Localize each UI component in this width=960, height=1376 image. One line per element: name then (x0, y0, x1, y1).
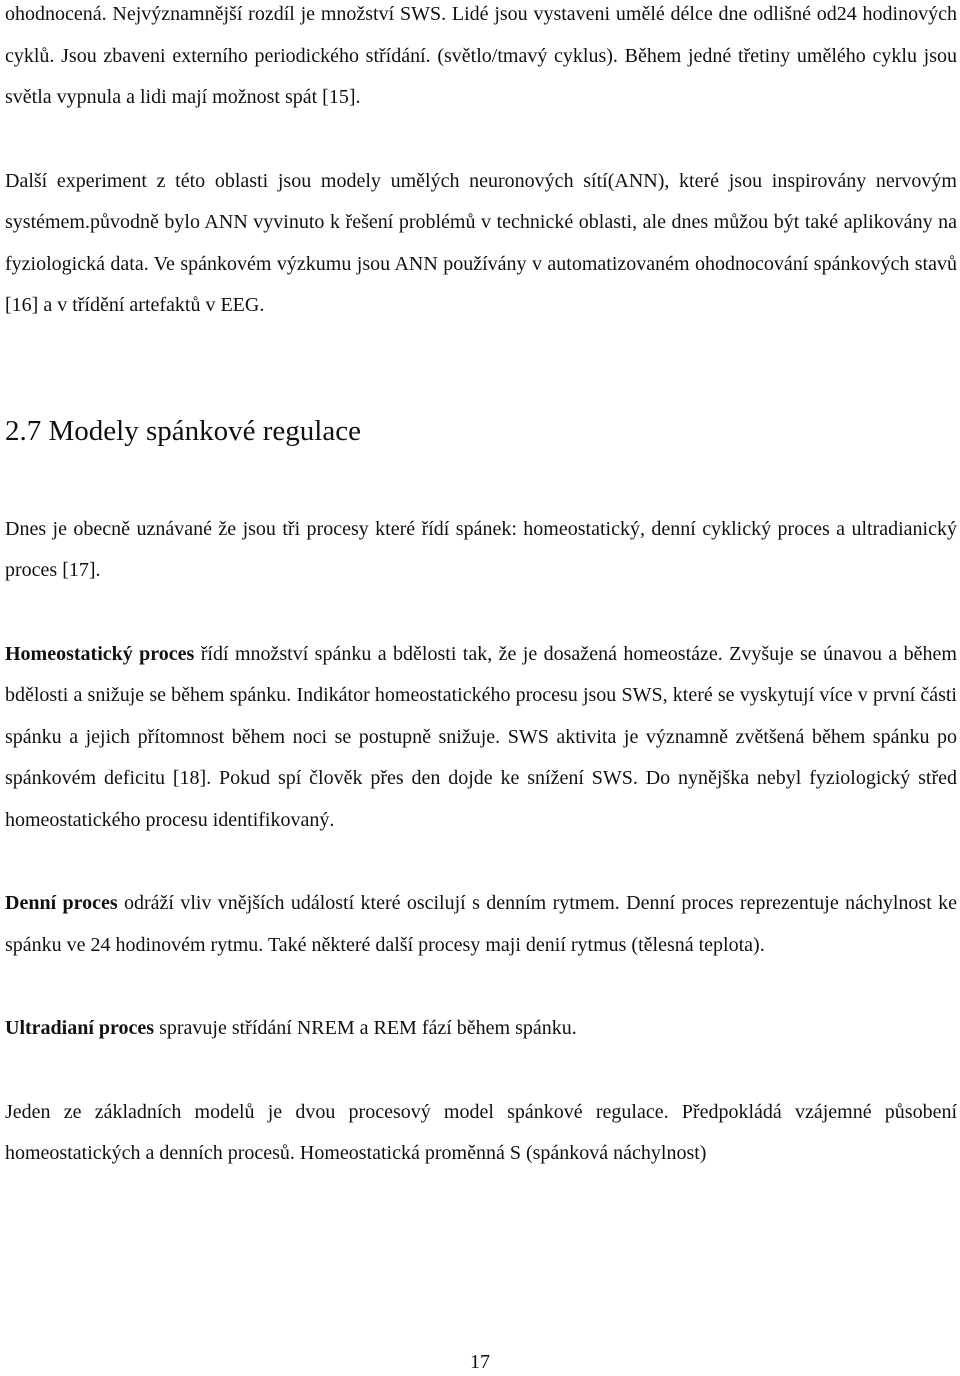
paragraph-daily-process (5, 883, 957, 966)
document-page (5, 0, 957, 1175)
paragraph-homeostatic-process (5, 634, 957, 842)
paragraph-neural-networks: Další experiment z této oblasti jsou modely umělých neuronových sítí(ANN), které jsou inspirovány nervovým systémem.původně bylo ANN vyvinuto k řešení problémů v technické oblasti, ale dnes můžou být také aplikovány na fyziologická data. Ve spánkovém výzkumu jsou ANN používány v automatizovaném ohodnocování spánkových stavů [16] a v třídění artefaktů v EEG. (5, 169, 957, 316)
term-homeostatic-process: Homeostatický proces (5, 642, 195, 665)
paragraph-three-processes: Dnes je obecně uznávané že jsou tři procesy které řídí spánek: homeostatický, denní cyklický proces a ultradianický proces [17]. (5, 517, 957, 581)
term-daily-process: Denní proces (5, 892, 118, 914)
paragraph-ultradian-process (5, 1008, 957, 1050)
paragraph-artificial-day: ohodnocená. Nejvýznamnější rozdíl je množství SWS. Lidé jsou vystaveni umělé délce dne odlišné od24 hodinových cyklů. Jsou zbaveni externího periodického střídání. (světlo/tmavý cyklus). Během jedné třetiny umělého cyklu jsou světla vypnula a lidi mají možnost spát [15]. (5, 3, 957, 108)
daily-description: odráží vliv vnějších událostí které oscilují s denním rytmem. Denní proces reprezentuje náchylnost ke spánku ve 24 hodinovém rytmu. Také některé další procesy maji denií rytmus (tělesná teplota). (5, 892, 957, 956)
section-heading: 2.7 Modely spánkové regulace (5, 414, 361, 447)
ultradian-description: spravuje střídání NREM a REM fází během spánku. (154, 1017, 577, 1039)
page-number: 17 (470, 1351, 490, 1373)
term-ultradian-process: Ultradianí proces (5, 1017, 155, 1039)
homeostatic-description: řídí množství spánku a bdělosti tak, že je dosažená homeostáze. Zvyšuje se únavou a během bdělosti a snižuje se během spánku. Indikátor homeostatického procesu jsou SWS, které se vyskytují více v první části spánku a jejich přítomnost během noci se postupně snižuje. SWS aktivita je významně zvětšená během spánku po spánkovém deficitu [18]. Pokud spí člověk přes den dojde ke snížení SWS. Do nynějška nebyl fyziologický střed homeostatického procesu identifikovaný. (5, 642, 957, 831)
paragraph-two-process-model: Jeden ze základních modelů je dvou procesový model spánkové regulace. Předpokládá vzájemné působení homeostatických a denních procesů. Homeostatická proměnná S (spánková náchylnost) (5, 1100, 957, 1164)
